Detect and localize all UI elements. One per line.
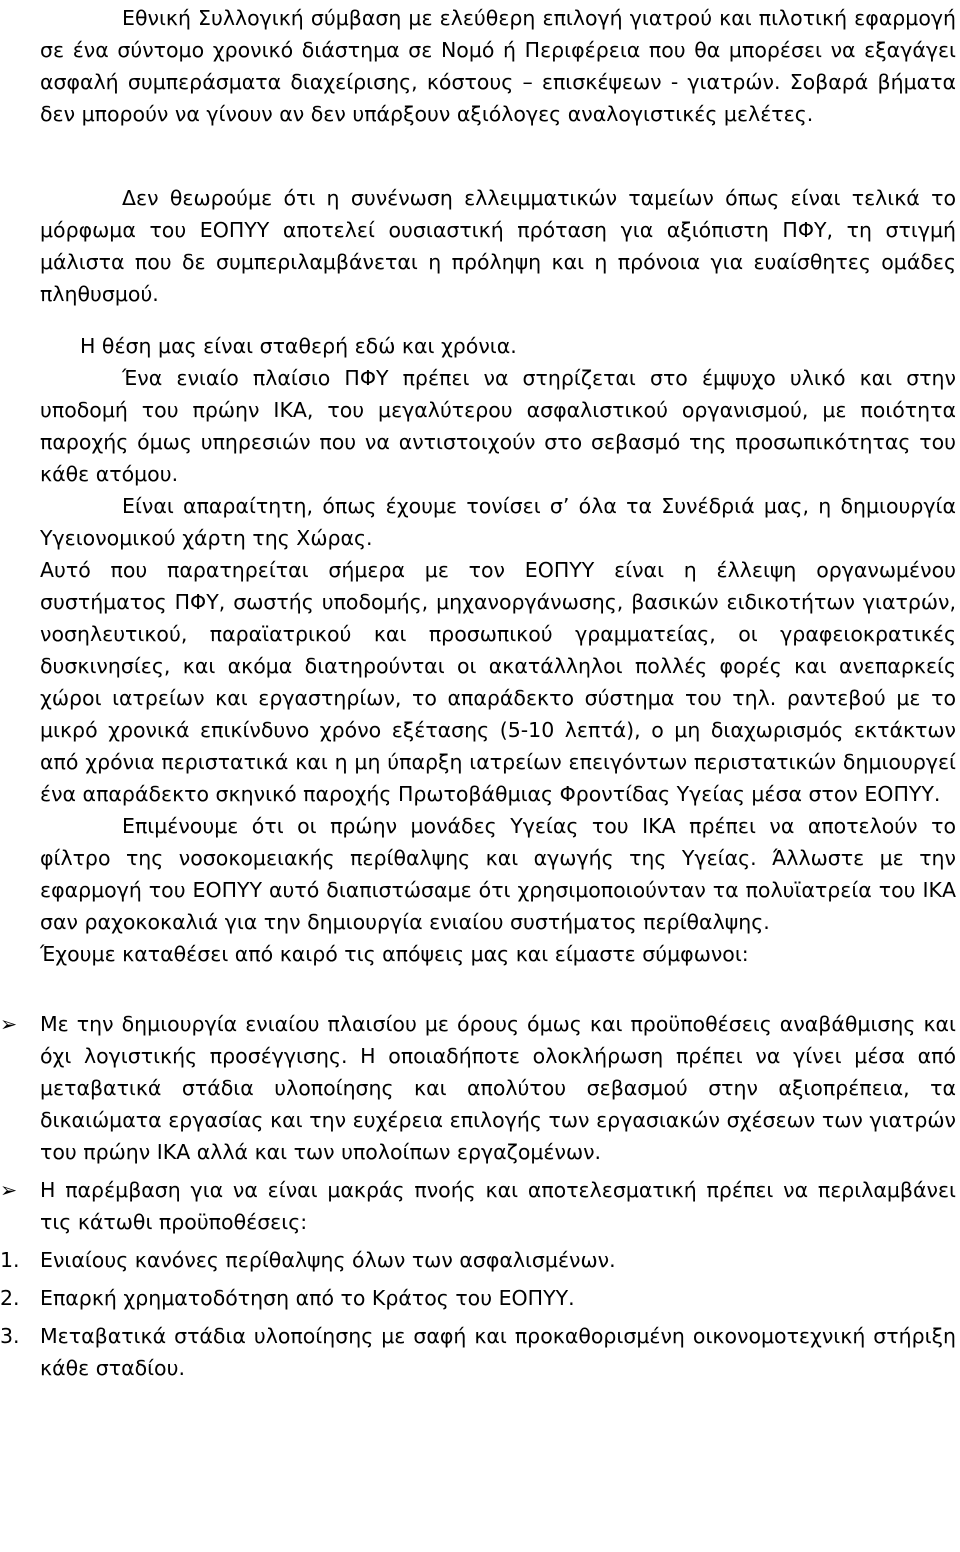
bullet-text: Με την δημιουργία ενιαίου πλαισίου με όρους όμως και προϋποθέσεις αναβάθμισης και όχι λογιστικής προσέγγισης. Η οποιαδήποτε ολοκλήρωση πρέπει να γίνει μέσα από μεταβατικά στάδια υλοποίησης και απολύτου σεβασμού στην αξιοπρέπεια, τα δικαιώματα εργασίας και την ευχέρεια επιλογής των εργασιακών σχέσεων των γιατρών του πρώην ΙΚΑ αλλά και των υπολοίπων εργαζομένων. [40,1012,956,1164]
bullet-item-intervention [0,1174,956,1238]
numbered-item [0,1244,956,1276]
list-number: 2. [0,1286,20,1310]
paragraph-unified-framework: Ένα ενιαίο πλαίσιο ΠΦΥ πρέπει να στηρίζεται στο έμψυχο υλικό και στην υποδομή του πρώην ΙΚΑ, του μεγαλύτερου ασφαλιστικού οργανισμού, με ποιότητα παροχής όμως υπηρεσιών που να αντιστοιχούν στο σεβασμό της προσωπικότητας του κάθε ατόμου. [40,366,956,486]
arrow-bullet-icon: ➢ [0,1178,18,1202]
list-number: 1. [0,1248,20,1272]
numbered-item [0,1282,956,1314]
list-number: 3. [0,1324,20,1348]
paragraph-health-map: Είναι απαραίτητη, όπως έχουμε τονίσει σ’ όλα τα Συνέδριά μας, η δημιουργία Υγειονομικού χάρτη της Χώρας. [40,494,956,550]
numbered-item-text: Ενιαίους κανόνες περίθαλψης όλων των ασφαλισμένων. [40,1248,616,1272]
paragraph-collective-agreement: Εθνική Συλλογική σύμβαση με ελεύθερη επιλογή γιατρού και πιλοτική εφαρμογή σε ένα σύντομο χρονικό διάστημα σε Νομό ή Περιφέρεια που θα μπορέσει να εξαγάγει ασφαλή συμπεράσματα διαχείρισης, κόστους – επισκέψεων - γιατρών. Σοβαρά βήματα δεν μπορούν να γίνουν αν δεν υπάρξουν αξιόλογες αναλογιστικές μελέτες. [40,6,956,126]
paragraph-eopyy-shortcomings: Αυτό που παρατηρείται σήμερα με τον ΕΟΠΥΥ είναι η έλλειψη οργανωμένου συστήματος ΠΦΥ, σωστής υποδομής, μηχανοργάνωσης, βασικών ειδικοτήτων γιατρών, νοσηλευτικού, παραϊατρικού και προσωπικού γραμματείας, οι γραφειοκρατικές δυσκινησίες, και ακόμα διατηρούνται οι ακατάλληλοι πολλές φορές και ανεπαρκείς χώροι ιατρείων και εργαστηρίων, το απαράδεκτο σύστημα του τηλ. ραντεβού με το μικρό χρονικά επικίνδυνο χρόνο εξέτασης (5-10 λεπτά), ο μη διαχωρισμός εκτάκτων από χρόνια περιστατικά και η μη ύπαρξη ιατρείων επειγόντων περιστατικών δημιουργεί ένα απαράδεκτο σκηνικό παροχής Πρωτοβάθμιας Φροντίδας Υγείας μέσα στον ΕΟΠΥΥ. [40,558,956,806]
paragraph-eopyy-merger: Δεν θεωρούμε ότι η συνένωση ελλειμματικών ταμείων όπως είναι τελικά το μόρφωμα του ΕΟΠΥΥ αποτελεί ουσιαστική πρόταση για αξιόπιστη ΠΦΥ, τη στιγμή μάλιστα που δε συμπεριλαμβάνεται η πρόληψη και η πρόνοια για ευαίσθητες ομάδες πληθυσμού. [40,186,956,306]
bullet-text: Η παρέμβαση για να είναι μακράς πνοής και αποτελεσματική πρέπει να περιλαμβάνει τις κάτωθι προϋποθέσεις: [40,1178,956,1234]
bullet-item-unified-framework [0,1008,956,1168]
paragraph-ika-units: Επιμένουμε ότι οι πρώην μονάδες Υγείας του ΙΚΑ πρέπει να αποτελούν το φίλτρο της νοσοκομειακής περίθαλψης και αγωγής της Υγείας. Άλλωστε με την εφαρμογή του ΕΟΠΥΥ αυτό διαπιστώσαμε ότι χρησιμοποιούνταν τα πολυϊατρεία του ΙΚΑ σαν ραχοκοκαλιά για την δημιουργία ενιαίου συστήματος περίθαλψης. [40,814,956,934]
arrow-bullet-icon: ➢ [0,1012,18,1036]
numbered-item-text: Επαρκή χρηματοδότηση από το Κράτος του ΕΟΠΥΥ. [40,1286,575,1310]
numbered-item-text: Μεταβατικά στάδια υλοποίησης με σαφή και προκαθορισμένη οικονομοτεχνική στήριξη κάθε σταδίου. [40,1324,956,1380]
numbered-item [0,1320,956,1384]
paragraph-agreement-statement: Έχουμε καταθέσει από καιρό τις απόψεις μας και είμαστε σύμφωνοι: [40,942,749,966]
paragraph-position-stable: Η θέση μας είναι σταθερή εδώ και χρόνια. [80,334,517,358]
